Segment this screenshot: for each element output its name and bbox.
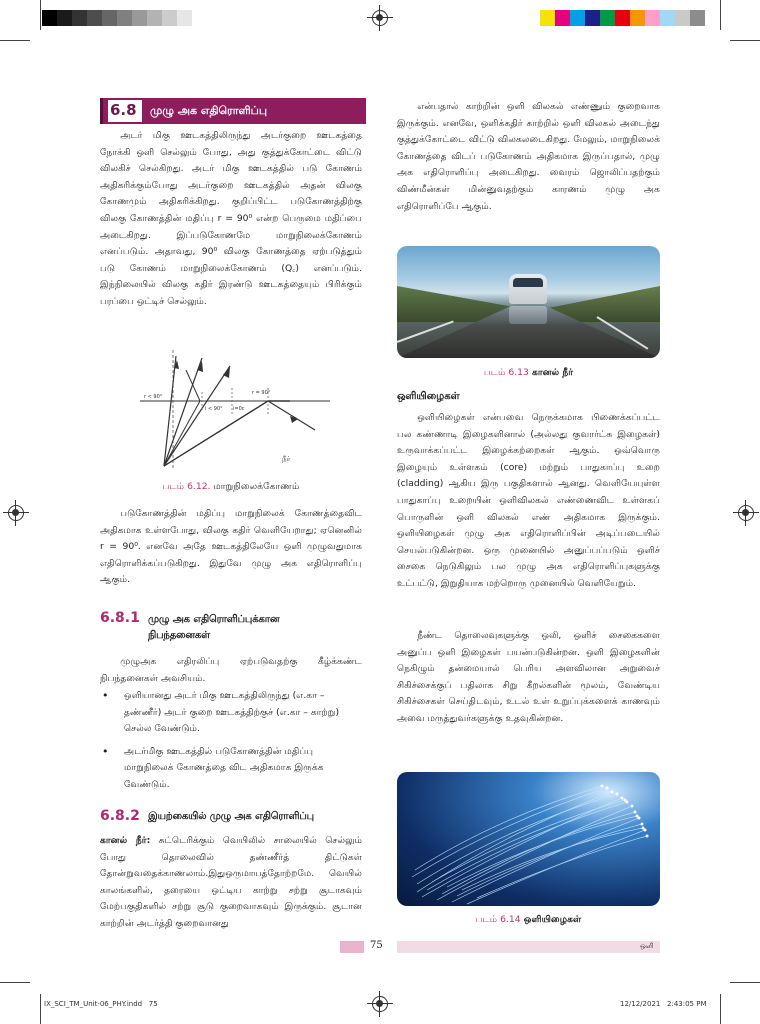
section-paragraph-2: படுகோணத்தின் மதிப்பு மாறுநிலைக் கோணத்தைவிட அதிகமாக உள்ளபோது, விலகு கதிர் வெளியேறாது; ஏனெனில் r = 90⁰. எனவே அதே ஊடகத்திலேயே ஒளி முழுவதுமாக எதிரொளிக்கப்படுகிறது. இதுவே முழு அக எதிரொளிப்பு ஆகும். (100, 508, 362, 586)
color-swatch (102, 10, 117, 26)
color-swatch (72, 10, 87, 26)
conditions-list (100, 688, 362, 800)
crop-mark (720, 994, 721, 1024)
figure-caption-text: கானல் நீர் (528, 367, 574, 378)
color-swatch (660, 10, 675, 26)
subsection-title-line-2: நிபந்தனைகள் (148, 630, 210, 641)
mirage-lead: கானல் நீர்: (100, 835, 151, 846)
color-swatch (555, 10, 570, 26)
figure-caption-label: படம் 6.13 (483, 367, 529, 378)
svg-text:r < 90°: r < 90° (144, 394, 163, 400)
footer-right-bar (397, 941, 660, 953)
grayscale-swatch-strip (42, 10, 207, 26)
figure-caption-label: படம் 6.14 (475, 914, 521, 925)
color-swatch (42, 10, 57, 26)
file-slug: IX_SCI_TM_Unit-06_PHY.indd 75 (44, 1000, 158, 1008)
color-swatch (690, 10, 705, 26)
color-swatch (87, 10, 102, 26)
section-paragraph-1: அடர் மிகு ஊடகத்திலிருந்து அடர்குறை ஊடகத்தை நோக்கி ஒளி செல்லும் போது, அது குத்துக்கோட்டை விட்டு விலகிச் செல்கிறது. அடர் மிகு ஊடகத்தில் படு கோணம் அதிகரிக்கும்போது அடர்குறை ஊடகத்தில் அதன் விலகு கோணமும் அதிகரிக்கிறது. குறிப்பிட்ட படுகோணத்திற்கு விலகு கோணத்தின் மதிப்பு r = 90⁰ என்ற பெருமை மதிப்பை அடைகிறது. இப்படுகோணமே மாறுநிலைக்கோணம் எனப்படும். அதாவது, 90⁰ விலகு கோணத்தை ஏற்படுத்தும் படு கோணம் மாறுநிலைக்கோணம் (Q꜀) எனப்படும். இந்நிலையில் விலகு கதிர் இரண்டு ஊடகத்தையும் பிரிக்கும் பரப்பை ஒட்டிச் செல்லும். (100, 130, 362, 307)
color-swatch (132, 10, 147, 26)
optical-fibre-photo (397, 772, 660, 906)
registration-mark-bottom (372, 996, 388, 1012)
figure-6-13-caption (397, 367, 660, 379)
color-swatch (585, 10, 600, 26)
registration-mark-top (372, 10, 388, 26)
color-swatch (540, 10, 555, 26)
footer-chapter-tag: ஒளி (640, 942, 654, 950)
subsection-title-6-8-2: இயற்கையில் முழு அக எதிரொளிப்பு (148, 811, 314, 822)
figure-6-14-caption (397, 914, 660, 926)
figure-caption-label: படம் 6.12. (162, 481, 211, 492)
figure-caption-text: ஒளியிழைகள் (520, 914, 582, 925)
crop-mark (730, 40, 760, 41)
crop-mark (730, 982, 760, 983)
color-swatch (57, 10, 72, 26)
footer-left-bar (340, 941, 364, 953)
crop-mark (0, 982, 30, 983)
color-swatch (177, 10, 192, 26)
subsection-number-6-8-1: 6.8.1 (100, 610, 140, 626)
registration-mark-left (8, 505, 24, 521)
subsection-number-6-8-2: 6.8.2 (100, 808, 140, 824)
right-paragraph-top: என்பதால் காற்றின் ஒளி விலகல் எண்ணும் குறைவாக இருக்கும். எனவே, ஒளிக்கதிர் காற்றில் ஒளி விலகல் அடைந்து குத்துக்கோட்டை விட்டு விலகலடைகிறது. மேலும், மாறுநிலைக் கோணத்தை விடப் படுகோணம் அதிகமாக இருப்பதால், முழு அக எதிரொளிப்பு அடைகிறது. வைரம் ஜொலிப்பதற்கும் விண்மீன்கள் மின்னுவதற்கும் காரணம் முழு அக எதிரொளிப்பே ஆகும். (397, 101, 660, 212)
section-number: 6.8 (110, 101, 137, 119)
figure-6-12-caption (100, 481, 362, 493)
mirage-text: சுட்டெரிக்கும் வெயிலில் சாலையில் செல்லும் போது தொலைவில் தண்ணீர்த் திட்டுகள் தோன்றுவதைக்காணலாம்.இதுஒருமாயத்தோற்றமே. வெயில் காலங்களில், தரையை ஒட்டிய காற்று சற்று சூடாகவும் மேற்பகுதிகளில் சற்று சூடு குறைவாகவும் இருக்கும். சூடான காற்றின் அடர்த்தி குறைவானது (100, 835, 362, 929)
optic-fibre-paragraph-1: ஒளியிழைகள் என்பவை நெருக்கமாக பிணைக்கப்பட்ட பல கண்ணாடி இழைகளினால் (அல்லது குவார்ட்சு இழைகள்) உருவாக்கப்பட்ட இழைக்கற்றைகள் ஆகும். ஒவ்வொரு இழையும் உள்ளகம் (core) மற்றும் பாதுகாப்பு உறை (cladding) ஆகிய இரு பகுதிகளால் ஆனது. வெளியேயுள்ள பாதுகாப்பு உறையின் ஒளிவிலகல் எண்ணைவிட உள்ளகப் பொருளின் ஒளி விலகல் எண் அதிகமாக இருக்கும். ஒளியிழைகள் முழு அக எதிரொளிப்பின் அடிப்படையில் செயல்படுகின்றன. ஒரு முனையில் அனுப்பப்படும் ஒளிச் சைகை நெடுகிலும் பல முழு அக எதிரொளிப்புகளுக்கு உட்பட்டு, இறுதியாக மற்றொரு முனையில் வெளியேறும். (397, 412, 660, 589)
registration-mark-right (738, 505, 754, 521)
page-number: 75 (370, 940, 383, 951)
crop-mark (40, 994, 41, 1024)
color-swatch (645, 10, 660, 26)
diagram-label-r90: r = 90° (252, 390, 271, 396)
mirage-paragraph (100, 833, 362, 933)
crop-mark (0, 40, 30, 41)
color-swatch (570, 10, 585, 26)
svg-text:i=0c: i=0c (233, 406, 245, 412)
color-swatch (600, 10, 615, 26)
color-swatch (675, 10, 690, 26)
critical-angle-diagram (140, 348, 335, 468)
crop-mark (40, 0, 41, 30)
subsection-title-6-8-1 (148, 612, 279, 644)
color-swatch-strip (540, 10, 705, 26)
subsection-intro: முழுஅக எதிரலிப்பு ஏற்படுவதற்கு கீழ்க்கண்ட நிபந்தனைகள் அவசியம். (100, 656, 362, 684)
color-swatch (630, 10, 645, 26)
mirage-road-photo (397, 246, 660, 358)
color-swatch (147, 10, 162, 26)
color-swatch (162, 10, 177, 26)
optic-fibre-paragraph-2: நீண்ட தொலைவுகளுக்கு ஒலி, ஒளிச் சைகைகளை அனுப்ப ஒளி இழைகள் பயன்படுகின்றன. ஒளி இழைகளின் நெகிழும் தன்மையால் பெரிய அளவிலான அறுவைச் சிகிச்சைக்குப் பதிலாக சிறு கீறல்களின் மூலம், வேண்டிய சிகிச்சைகள் செய்திடவும், உடல் உள் உறுப்புக்களைக் காணவும் அவை மருத்துவர்களுக்கு உதவுகின்றன. (397, 630, 660, 724)
diagram-label-neer: நீர் (282, 455, 291, 463)
svg-text:i < 90°: i < 90° (205, 406, 223, 412)
section-title: முழு அக எதிரொளிப்பு (150, 104, 268, 117)
color-swatch (192, 10, 207, 26)
subsection-title-line-1: முழு அக எதிரொளிப்புக்கான (148, 614, 280, 625)
color-swatch (117, 10, 132, 26)
optic-fibre-heading: ஒளியிழைகள் (397, 391, 460, 402)
list-item: • ஒளியானது அடர் மிகு ஊடகத்திலிருந்து (எ.கா – தண்ணீர்) அடர் குறை ஊடகத்திற்குச் (எ.கா – காற்று) செல்ல வேண்டும். (100, 688, 362, 738)
crop-mark (720, 0, 721, 30)
figure-caption-text: மாறுநிலைக்கோணம் (210, 481, 300, 492)
list-item: • அடர்மிகு ஊடகத்தில் படுகோணத்தின் மதிப்பு மாறுநிலைக் கோணத்தை விட அதிகமாக இருக்க வேண்டும். (100, 744, 362, 794)
print-timestamp: 12/12/2021 2:43:05 PM (620, 1000, 707, 1008)
color-swatch (615, 10, 630, 26)
